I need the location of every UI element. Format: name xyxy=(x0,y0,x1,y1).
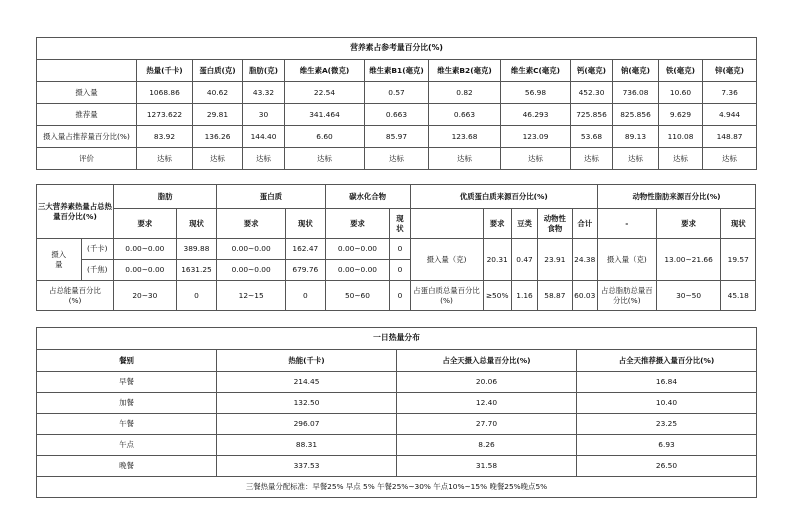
animal-cur-header: 现状 xyxy=(721,209,756,239)
table-row xyxy=(37,104,757,126)
cell: 0.663 xyxy=(429,104,501,126)
cell: 20.06 xyxy=(397,372,577,393)
cell: 0.00~0.00 xyxy=(113,260,176,281)
cell: 0.00~0.00 xyxy=(113,239,176,260)
cell: 达标 xyxy=(429,148,501,170)
calorie-header: 餐别 xyxy=(37,350,217,372)
fat-req-header: 要求 xyxy=(113,209,176,239)
cell: 736.08 xyxy=(613,82,659,104)
cell: 132.50 xyxy=(217,393,397,414)
row-label: 摄入量 xyxy=(37,82,137,104)
cell: 0 xyxy=(390,239,410,260)
cell: 9.629 xyxy=(659,104,703,126)
cell: 825.856 xyxy=(613,104,659,126)
cell: 46.293 xyxy=(501,104,571,126)
cell: 0.47 xyxy=(511,239,537,281)
cell: 31.58 xyxy=(397,456,577,477)
animal-req-header: 要求 xyxy=(656,209,721,239)
quality-protein-header: 优质蛋白质来源百分比(%) xyxy=(410,185,597,209)
cell: 达标 xyxy=(613,148,659,170)
fat-header: 脂肪 xyxy=(113,185,216,209)
cell: 50~60 xyxy=(325,281,390,311)
cell: 23.91 xyxy=(538,239,572,281)
cell: 20~30 xyxy=(113,281,176,311)
daily-calorie-table xyxy=(36,327,757,498)
table-row xyxy=(37,126,757,148)
cell: 12~15 xyxy=(217,281,286,311)
cell: 1068.86 xyxy=(137,82,193,104)
cell: 达标 xyxy=(193,148,243,170)
unit-kj: (千焦) xyxy=(81,260,113,281)
cell: 0 xyxy=(390,281,410,311)
row-label: 评价 xyxy=(37,148,137,170)
macro-corner-header: 三大营养素热量占总热量百分比(%) xyxy=(37,185,114,239)
table-row xyxy=(37,456,757,477)
quality-req-header: 要求 xyxy=(483,209,511,239)
cell: 23.25 xyxy=(577,414,757,435)
cell: 110.08 xyxy=(659,126,703,148)
cell: 88.31 xyxy=(217,435,397,456)
quality-animal-header: 动物性 食物 xyxy=(538,209,572,239)
animal-dash-header: - xyxy=(597,209,656,239)
cell: 6.60 xyxy=(285,126,365,148)
cell: 0 xyxy=(390,260,410,281)
cell: 4.944 xyxy=(703,104,757,126)
cell: 123.68 xyxy=(429,126,501,148)
macronutrient-table xyxy=(36,184,756,311)
cell: 7.36 xyxy=(703,82,757,104)
nutrient-header: 锌(毫克) xyxy=(703,60,757,82)
cell: 22.54 xyxy=(285,82,365,104)
protein-header: 蛋白质 xyxy=(217,185,325,209)
row-label: 摄入量占推荐量百分比(%) xyxy=(37,126,137,148)
cell: 1.16 xyxy=(511,281,537,311)
cell: 0 xyxy=(286,281,325,311)
protein-cur-header: 现状 xyxy=(286,209,325,239)
meal-name: 加餐 xyxy=(37,393,217,414)
cell: 30~50 xyxy=(656,281,721,311)
meal-name: 晚餐 xyxy=(37,456,217,477)
cell: 53.68 xyxy=(571,126,613,148)
cell: 达标 xyxy=(659,148,703,170)
cell: 123.09 xyxy=(501,126,571,148)
table-row xyxy=(37,239,756,260)
cell: 43.32 xyxy=(243,82,285,104)
nutrient-header: 维生素A(微克) xyxy=(285,60,365,82)
quality-blank-header xyxy=(410,209,483,239)
nutrient-header: 钙(毫克) xyxy=(571,60,613,82)
cell: 148.87 xyxy=(703,126,757,148)
table-row xyxy=(37,435,757,456)
nutrient-table-title: 营养素占参考量百分比(%) xyxy=(37,38,757,60)
cell: 20.31 xyxy=(483,239,511,281)
calorie-header: 热能(千卡) xyxy=(217,350,397,372)
cell: 1631.25 xyxy=(176,260,217,281)
cell: 达标 xyxy=(571,148,613,170)
row-label: 推荐量 xyxy=(37,104,137,126)
nutrient-header: 脂肪(克) xyxy=(243,60,285,82)
table-row xyxy=(37,372,757,393)
cell: 389.88 xyxy=(176,239,217,260)
nutrient-header: 钠(毫克) xyxy=(613,60,659,82)
fat-cur-header: 现状 xyxy=(176,209,217,239)
cell: 0.663 xyxy=(365,104,429,126)
intake-label: 摄入 量 xyxy=(37,239,82,281)
nutrient-header-blank xyxy=(37,60,137,82)
calorie-header: 占全天摄入总量百分比(%) xyxy=(397,350,577,372)
cell: 6.93 xyxy=(577,435,757,456)
cell: 725.856 xyxy=(571,104,613,126)
cell: 10.60 xyxy=(659,82,703,104)
cell: 8.26 xyxy=(397,435,577,456)
cell: 0.00~0.00 xyxy=(325,260,390,281)
cell: 89.13 xyxy=(613,126,659,148)
cell: 144.40 xyxy=(243,126,285,148)
nutrient-header: 蛋白质(克) xyxy=(193,60,243,82)
cell: 0.57 xyxy=(365,82,429,104)
cell: 16.84 xyxy=(577,372,757,393)
nutrient-header: 热量(千卡) xyxy=(137,60,193,82)
calorie-table-title: 一日热量分布 xyxy=(37,328,757,350)
cell: 27.70 xyxy=(397,414,577,435)
cell: 40.62 xyxy=(193,82,243,104)
animal-row-label: 摄入量（克) xyxy=(597,239,656,281)
cell: 0 xyxy=(176,281,217,311)
cell: 162.47 xyxy=(286,239,325,260)
table-row xyxy=(37,148,757,170)
cell: 达标 xyxy=(137,148,193,170)
meal-name: 午点 xyxy=(37,435,217,456)
nutrient-header: 铁(毫克) xyxy=(659,60,703,82)
cell: 679.76 xyxy=(286,260,325,281)
cell: 0.00~0.00 xyxy=(325,239,390,260)
cell: 19.57 xyxy=(721,239,756,281)
cell: 337.53 xyxy=(217,456,397,477)
cell: 达标 xyxy=(703,148,757,170)
cell: 达标 xyxy=(365,148,429,170)
cell: 56.98 xyxy=(501,82,571,104)
cell: 24.38 xyxy=(572,239,597,281)
protein-req-header: 要求 xyxy=(217,209,286,239)
quality-soy-header: 豆类 xyxy=(511,209,537,239)
meal-name: 午餐 xyxy=(37,414,217,435)
cell: 0.82 xyxy=(429,82,501,104)
cell: 0.00~0.00 xyxy=(217,239,286,260)
cell: 1273.622 xyxy=(137,104,193,126)
carb-header: 碳水化合物 xyxy=(325,185,410,209)
cell: 达标 xyxy=(501,148,571,170)
cell: 341.464 xyxy=(285,104,365,126)
cell: 296.07 xyxy=(217,414,397,435)
nutrient-header: 维生素B1(毫克) xyxy=(365,60,429,82)
cell: 达标 xyxy=(243,148,285,170)
cell: 58.87 xyxy=(538,281,572,311)
cell: 达标 xyxy=(285,148,365,170)
cell: 12.40 xyxy=(397,393,577,414)
quality-total-header: 合计 xyxy=(572,209,597,239)
cell: 452.30 xyxy=(571,82,613,104)
cell: 60.03 xyxy=(572,281,597,311)
calorie-header: 占全天推荐摄入量百分比(%) xyxy=(577,350,757,372)
share-label: 占总能量百分比 (%) xyxy=(37,281,114,311)
cell: 136.26 xyxy=(193,126,243,148)
table-row xyxy=(37,281,756,311)
cell: 10.40 xyxy=(577,393,757,414)
cell: 0.00~0.00 xyxy=(217,260,286,281)
carb-req-header: 要求 xyxy=(325,209,390,239)
cell: 45.18 xyxy=(721,281,756,311)
quality-row-label: 摄入量（克) xyxy=(410,239,483,281)
distribution-standard-note: 三餐热量分配标准：早餐25% 早点 5% 午餐25%~30% 午点10%~15% 晚餐25%晚点5% xyxy=(37,477,757,498)
cell: 30 xyxy=(243,104,285,126)
quality-row-label: 占蛋白质总量百分比(%) xyxy=(410,281,483,311)
animal-row-label: 占总脂肪总量百分比(%) xyxy=(597,281,656,311)
cell: 83.92 xyxy=(137,126,193,148)
nutrient-header: 维生素B2(毫克) xyxy=(429,60,501,82)
carb-cur-header: 现 状 xyxy=(390,209,410,239)
cell: 26.50 xyxy=(577,456,757,477)
meal-name: 早餐 xyxy=(37,372,217,393)
table-row xyxy=(37,393,757,414)
nutrient-percentage-table xyxy=(36,37,757,170)
unit-kcal: (千卡) xyxy=(81,239,113,260)
cell: 85.97 xyxy=(365,126,429,148)
cell: 214.45 xyxy=(217,372,397,393)
cell: 29.81 xyxy=(193,104,243,126)
cell: ≥50% xyxy=(483,281,511,311)
table-row xyxy=(37,82,757,104)
nutrient-header: 维生素C(毫克) xyxy=(501,60,571,82)
animal-fat-header: 动物性脂肪来源百分比(%) xyxy=(597,185,755,209)
cell: 13.00~21.66 xyxy=(656,239,721,281)
table-row xyxy=(37,414,757,435)
